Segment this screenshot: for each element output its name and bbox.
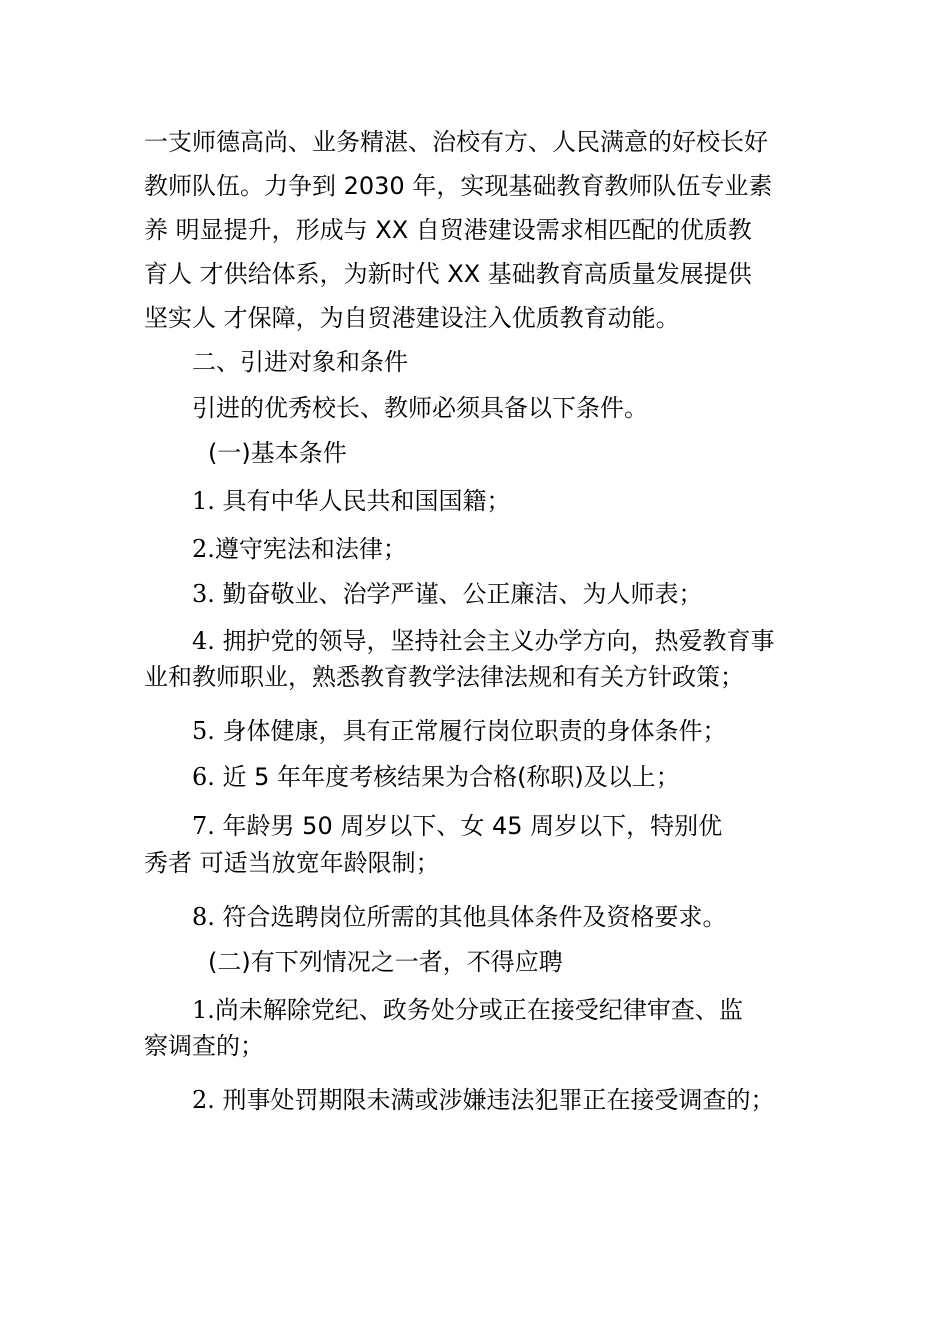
item-number: 2. <box>192 535 215 563</box>
subsection-heading-exclusions: (二)有下列情况之一者，不得应聘 <box>208 948 563 976</box>
item-text: 近 5 年年度考核结果为合格(称职)及以上； <box>222 763 680 791</box>
paragraph-line: 坚实人 才保障，为自贸港建设注入优质教育动能。 <box>144 304 680 332</box>
item-text: 年龄男 50 周岁以下、女 45 周岁以下，特别优 <box>222 812 723 840</box>
item-text: 尚未解除党纪、政务处分或正在接受纪律审查、监 <box>214 996 743 1024</box>
item-number: 4. <box>192 627 215 655</box>
item-text: 符合选聘岗位所需的其他具体条件及资格要求。 <box>222 903 727 931</box>
item-number: 6. <box>192 763 215 791</box>
item-text: 刑事处罚期限未满或涉嫌违法犯罪正在接受调查的； <box>222 1086 775 1114</box>
subsection-heading-basic: (一)基本条件 <box>208 439 347 467</box>
section-heading: 二、引进对象和条件 <box>192 348 408 376</box>
section-intro: 引进的优秀校长、教师必须具备以下条件。 <box>192 394 648 422</box>
item-text: 身体健康，具有正常履行岗位职责的身体条件； <box>222 717 727 745</box>
paragraph-line: 养 明显提升，形成与 XX 自贸港建设需求相匹配的优质教 <box>144 216 752 244</box>
item-continuation: 秀者 可适当放宽年龄限制； <box>144 849 440 877</box>
item-number: 7. <box>192 812 215 840</box>
list-item <box>192 626 775 656</box>
list-item <box>192 534 407 564</box>
item-text: 遵守宪法和法律； <box>214 535 407 563</box>
item-number: 1. <box>192 487 215 515</box>
item-number: 2. <box>192 1086 215 1114</box>
item-continuation: 察调查的； <box>144 1032 264 1060</box>
list-item <box>192 486 511 516</box>
item-number: 5. <box>192 717 215 745</box>
list-item <box>192 579 703 609</box>
item-text: 勤奋敬业、治学严谨、公正廉洁、为人师表； <box>222 580 703 608</box>
paragraph-line: 教师队伍。力争到 2030 年，实现基础教育教师队伍专业素 <box>144 172 773 200</box>
item-number: 8. <box>192 903 215 931</box>
list-item <box>192 716 727 746</box>
item-text: 具有中华人民共和国国籍； <box>222 487 511 515</box>
list-item <box>192 995 743 1025</box>
item-number: 3. <box>192 580 215 608</box>
item-number: 1. <box>192 996 215 1024</box>
paragraph-line: 育人 才供给体系，为新时代 XX 基础教育高质量发展提供 <box>144 260 752 288</box>
list-item <box>192 762 680 792</box>
list-item <box>192 811 722 841</box>
paragraph-line: 一支师德高尚、业务精湛、治校有方、人民满意的好校长好 <box>144 128 768 156</box>
item-text: 拥护党的领导，坚持社会主义办学方向，热爱教育事 <box>222 627 775 655</box>
list-item <box>192 1085 775 1115</box>
item-continuation: 业和教师职业，熟悉教育教学法律法规和有关方针政策； <box>144 663 744 691</box>
list-item <box>192 902 727 932</box>
